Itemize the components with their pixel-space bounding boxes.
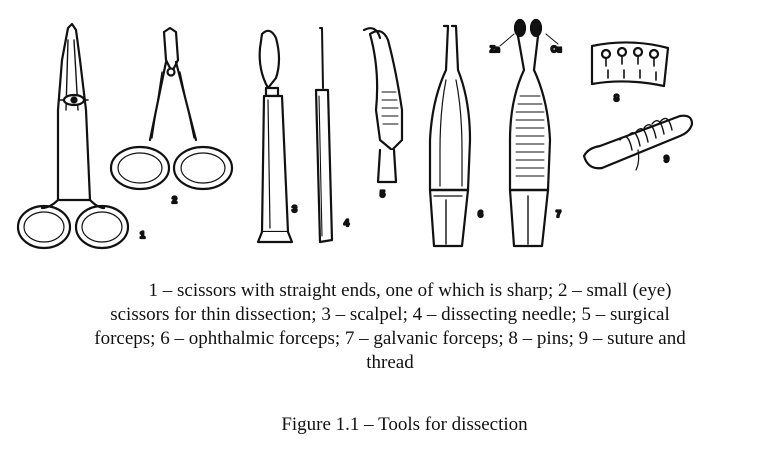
scissors-straight-icon	[18, 24, 128, 248]
galvanic-forceps-icon	[500, 20, 558, 246]
pins-icon	[592, 42, 668, 86]
eye-scissors-icon	[111, 28, 232, 189]
tool-number-3: 3	[292, 204, 298, 214]
dissecting-needle-icon	[316, 28, 332, 242]
scalpel-icon	[258, 31, 292, 242]
zinc-electrode-label: Zn	[490, 45, 500, 54]
tool-number-9: 9	[664, 154, 670, 164]
tool-number-2: 2	[172, 195, 178, 205]
caption-line: thread	[366, 352, 414, 373]
tool-number-6: 6	[478, 209, 484, 219]
figure-caption-legend	[14, 279, 766, 375]
tool-number-5: 5	[380, 189, 386, 199]
tool-number-4: 4	[344, 218, 350, 228]
copper-electrode-label: Cu	[551, 45, 562, 54]
caption-line: scissors for thin dissection; 3 – scalpel; 4 – dissecting needle; 5 – surgical	[110, 304, 670, 325]
tool-number-1: 1	[140, 230, 146, 240]
tool-number-7: 7	[556, 209, 562, 219]
caption-line: 1 – scissors with straight ends, one of which is sharp; 2 – small (eye)	[148, 280, 672, 301]
ophthalmic-forceps-icon	[430, 26, 470, 246]
suture-thread-icon	[584, 116, 692, 170]
caption-line: forceps; 6 – ophthalmic forceps; 7 – galvanic forceps; 8 – pins; 9 – suture and	[94, 328, 686, 349]
tool-number-8: 8	[614, 93, 620, 103]
surgical-forceps-icon	[364, 28, 402, 182]
figure-title: Figure 1.1 – Tools for dissection	[281, 414, 528, 435]
